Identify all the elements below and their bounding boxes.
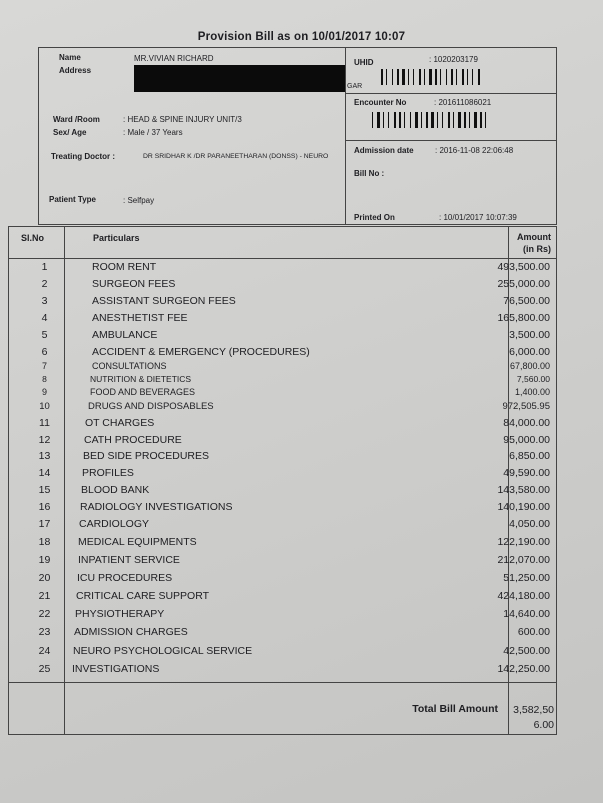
- patient-name: MR.VIVIAN RICHARD: [134, 54, 214, 63]
- row-amount: 1,400.00: [514, 387, 550, 397]
- row-amount: 49,590.00: [503, 467, 550, 479]
- row-slno: 1: [41, 261, 48, 273]
- row-particular: NEURO PSYCHOLOGICAL SERVICE: [73, 645, 253, 657]
- row-amount: 165,800.00: [497, 312, 550, 324]
- row-slno: 13: [38, 450, 51, 462]
- patient-type-value: : Selfpay: [123, 196, 155, 205]
- row-particular: PROFILES: [82, 467, 134, 479]
- total-value: 3,582,506.00: [513, 704, 554, 731]
- row-amount: 143,580.00: [497, 484, 550, 496]
- sexage-value: : Male / 37 Years: [123, 128, 183, 137]
- total-label: Total Bill Amount: [412, 703, 498, 715]
- row-slno: 5: [41, 329, 48, 341]
- address-redaction: [134, 65, 345, 92]
- row-slno: 19: [38, 554, 51, 566]
- uhid-barcode: [381, 69, 483, 85]
- uhid-value: : 1020203179: [429, 55, 478, 64]
- row-particular: CARDIOLOGY: [79, 518, 150, 530]
- row-slno: 24: [38, 645, 51, 657]
- row-amount: 95,000.00: [503, 434, 550, 446]
- row-amount: 6,850.00: [509, 450, 550, 462]
- row-particular: CATH PROCEDURE: [84, 434, 182, 446]
- row-slno: 12: [38, 434, 51, 446]
- row-amount: 424,180.00: [497, 590, 550, 602]
- row-particular: INPATIENT SERVICE: [78, 554, 180, 566]
- row-amount: 7,560.00: [516, 374, 550, 384]
- sexage-label: Sex/ Age: [53, 128, 87, 137]
- row-particular: DRUGS AND DISPOSABLES: [88, 401, 214, 412]
- row-amount: 76,500.00: [503, 295, 550, 307]
- row-particular: ICU PROCEDURES: [77, 572, 173, 584]
- patient-type-label: Patient Type: [49, 195, 96, 204]
- row-particular: SURGEON FEES: [92, 278, 176, 290]
- row-amount: 14,640.00: [503, 608, 550, 620]
- printed-label: Printed On: [354, 213, 395, 222]
- col-amount: Amount: [517, 232, 551, 242]
- row-slno: 20: [38, 572, 51, 584]
- row-amount: 142,250.00: [497, 663, 550, 675]
- row-slno: 6: [41, 346, 48, 358]
- row-amount: 4,050.00: [509, 518, 550, 530]
- col-slno: Sl.No: [21, 233, 45, 243]
- row-slno: 16: [38, 501, 51, 513]
- row-particular: INVESTIGATIONS: [72, 663, 160, 675]
- row-particular: PHYSIOTHERAPY: [75, 608, 165, 620]
- row-amount: 42,500.00: [503, 645, 550, 657]
- row-particular: AMBULANCE: [92, 329, 158, 341]
- row-particular: OT CHARGES: [85, 417, 155, 429]
- row-slno: 15: [38, 484, 51, 496]
- doctor-value: DR SRIDHAR K /DR PARANEETHARAN (DONSS) - NEURO: [143, 153, 329, 160]
- billno-label: Bill No :: [354, 169, 385, 178]
- row-particular: CONSULTATIONS: [92, 361, 167, 371]
- address-partial: GAR: [347, 83, 363, 90]
- page-title: Provision Bill as on 10/01/2017 10:07: [197, 31, 406, 43]
- admission-value: : 2016-11-08 22:06:48: [435, 146, 514, 155]
- name-label: Name: [59, 53, 81, 62]
- row-amount: 122,190.00: [497, 536, 550, 548]
- row-particular: ASSISTANT SURGEON FEES: [92, 295, 236, 307]
- col-amount-unit: (in Rs): [523, 244, 551, 254]
- uhid-label: UHID: [354, 58, 374, 67]
- row-slno: 4: [41, 312, 48, 324]
- row-slno: 17: [38, 518, 51, 530]
- row-amount: 67,800.00: [509, 361, 550, 371]
- row-amount: 3,500.00: [509, 329, 550, 341]
- row-slno: 2: [41, 278, 48, 290]
- row-amount: 212,070.00: [497, 554, 550, 566]
- row-slno: 8: [42, 374, 47, 384]
- col-particulars: Particulars: [93, 233, 140, 243]
- printed-value: : 10/01/2017 10:07:39: [439, 213, 517, 222]
- ward-value: : HEAD & SPINE INJURY UNIT/3: [123, 115, 242, 124]
- row-particular: ACCIDENT & EMERGENCY (PROCEDURES): [92, 346, 310, 358]
- row-amount: 600.00: [517, 626, 550, 638]
- row-particular: ANESTHETIST FEE: [92, 312, 188, 324]
- row-slno: 7: [41, 361, 47, 371]
- row-amount: 140,190.00: [497, 501, 550, 513]
- row-amount: 84,000.00: [503, 417, 550, 429]
- row-particular: FOOD AND BEVERAGES: [90, 387, 196, 397]
- row-particular: MEDICAL EQUIPMENTS: [78, 536, 197, 548]
- encounter-barcode: [372, 112, 491, 128]
- row-particular: BED SIDE PROCEDURES: [83, 450, 210, 462]
- row-particular: ROOM RENT: [92, 261, 157, 273]
- row-slno: 14: [38, 467, 51, 479]
- row-slno: 23: [38, 626, 51, 638]
- encounter-label: Encounter No: [354, 98, 407, 107]
- doctor-label: Treating Doctor :: [51, 152, 116, 161]
- row-slno: 10: [39, 401, 50, 412]
- row-amount: 255,000.00: [497, 278, 550, 290]
- row-slno: 21: [38, 590, 51, 602]
- admission-label: Admission date: [354, 146, 414, 155]
- address-label: Address: [59, 66, 92, 75]
- bill-items-table: [8, 226, 557, 735]
- row-slno: 25: [38, 663, 51, 675]
- row-amount: 493,500.00: [497, 261, 550, 273]
- row-particular: BLOOD BANK: [81, 484, 150, 496]
- row-particular: RADIOLOGY INVESTIGATIONS: [80, 501, 233, 513]
- patient-header-box: [38, 47, 557, 225]
- row-slno: 18: [38, 536, 51, 548]
- row-slno: 9: [41, 387, 47, 397]
- row-particular: NUTRITION & DIETETICS: [90, 374, 192, 384]
- row-amount: 51,250.00: [503, 572, 550, 584]
- row-slno: 11: [39, 417, 50, 429]
- row-amount: 6,000.00: [509, 346, 550, 358]
- row-particular: CRITICAL CARE SUPPORT: [76, 590, 210, 602]
- row-slno: 22: [38, 608, 51, 620]
- row-particular: ADMISSION CHARGES: [74, 626, 188, 638]
- row-amount: 972,505.95: [502, 401, 550, 412]
- encounter-value: : 201611086021: [434, 98, 492, 107]
- ward-label: Ward /Room: [53, 115, 100, 124]
- row-slno: 3: [41, 295, 48, 307]
